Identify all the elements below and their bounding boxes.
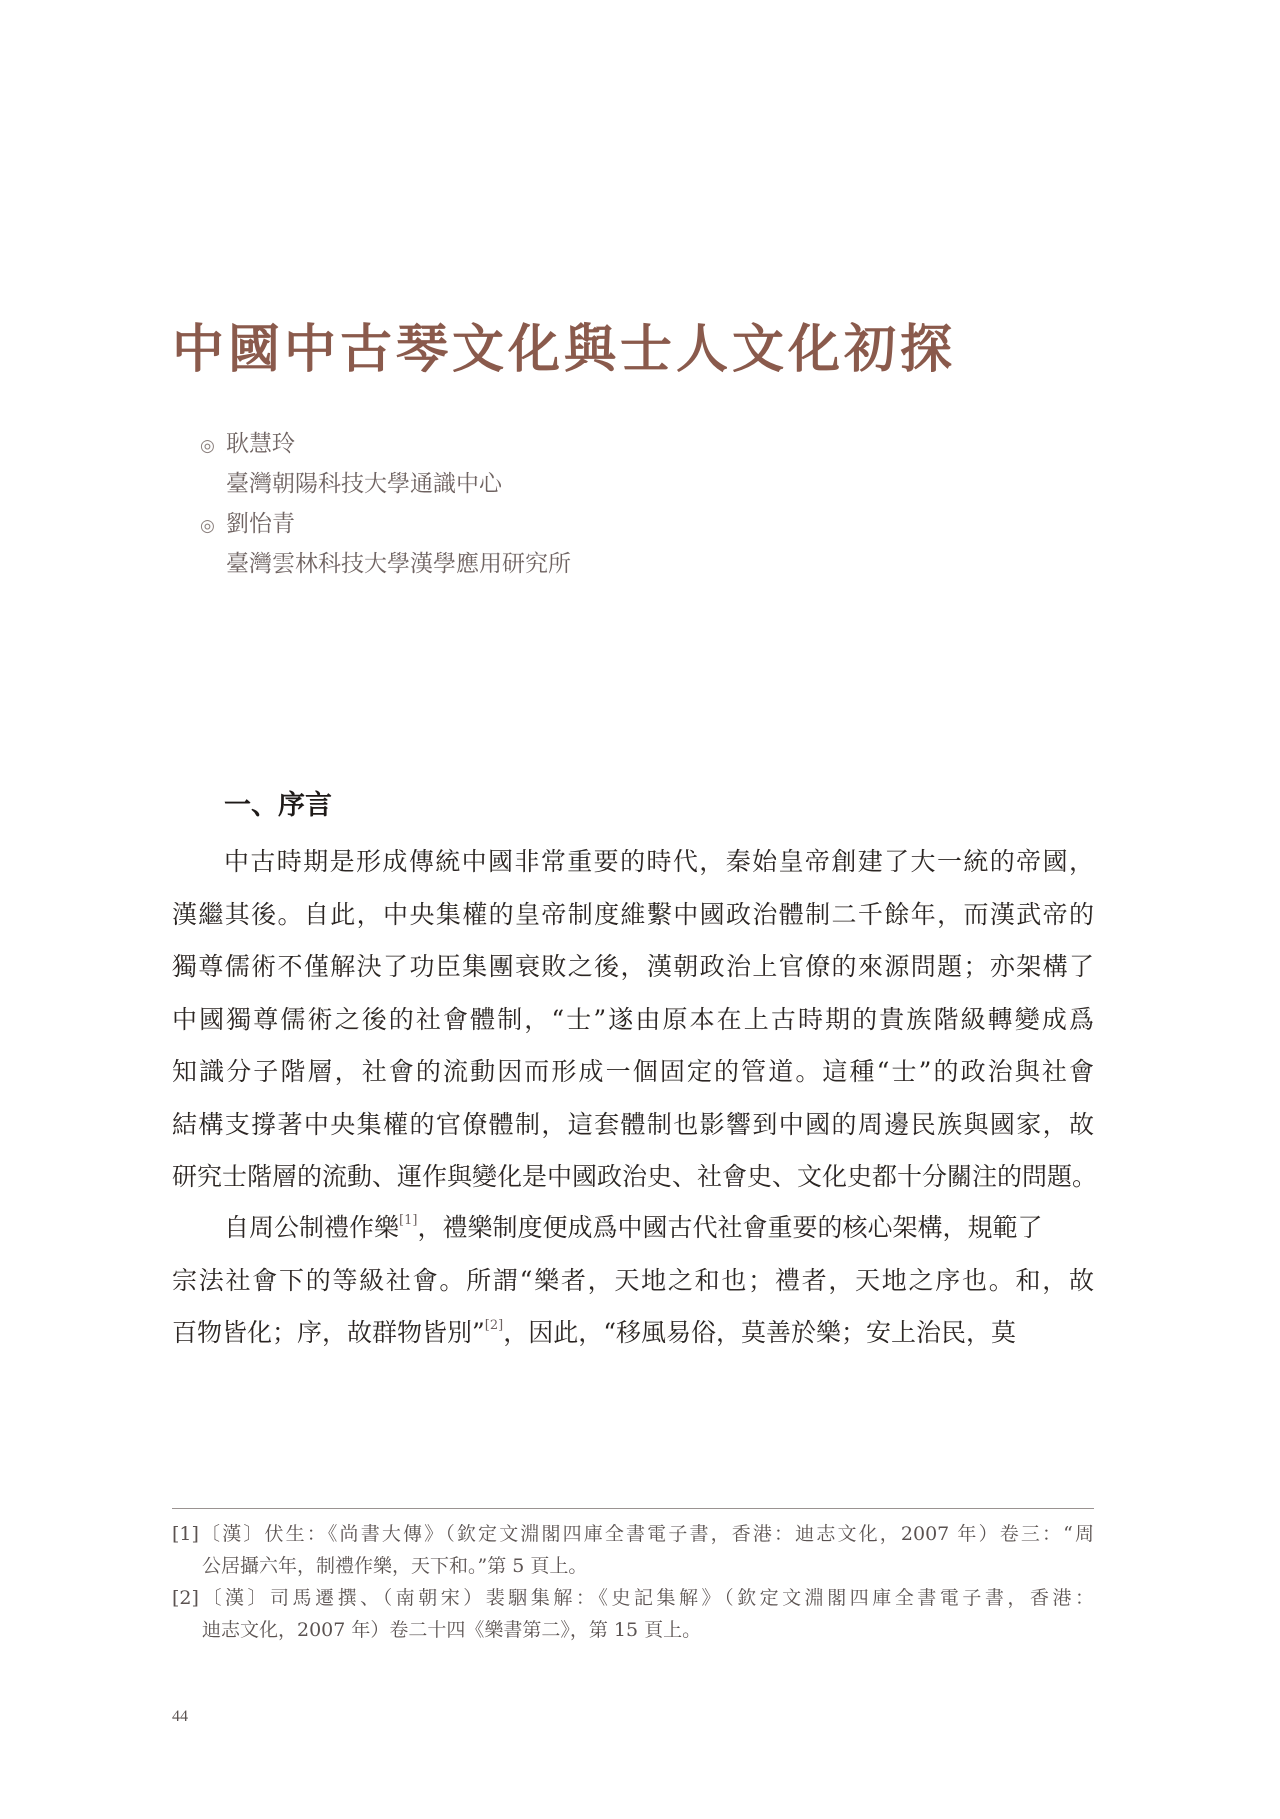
footnote-divider — [172, 1508, 1094, 1509]
author-2 — [200, 504, 571, 544]
text-segment: ，因此，“移風易俗，莫善於樂；安上治民，莫 — [503, 1318, 1017, 1347]
paragraph-line: 中古時期是形成傳統中國非常重要的時代，秦始皇帝創建了大一統的帝國， — [224, 847, 1094, 876]
footnotes — [172, 1518, 1094, 1646]
author-affiliation: 臺灣朝陽科技大學通識中心 — [226, 471, 502, 497]
text-segment: 百物皆化；序，故群物皆別” — [172, 1318, 485, 1347]
bullet-icon: ◎ — [200, 516, 215, 536]
paragraph-2 — [172, 1202, 1094, 1360]
section-heading: 一、序言 — [224, 790, 332, 821]
paragraph-line: 研究士階層的流動、運作與變化是中國政治史、社會史、文化史都十分關注的問題。 — [172, 1162, 1098, 1191]
footnote-2: [2]〔漢〕司馬遷撰、（南朝宋）裴駰集解：《史記集解》（欽定文淵閣四庫全書電子書，香港： — [172, 1587, 1094, 1609]
article-title: 中國中古琴文化與士人文化初探 — [172, 319, 957, 380]
page-number: 44 — [172, 1708, 188, 1725]
text-segment: 自周公制禮作樂 — [224, 1213, 400, 1242]
paragraph-line — [172, 1307, 1094, 1360]
footnote-1: [1]〔漢〕伏生：《尚書大傳》（欽定文淵閣四庫全書電子書，香港：迪志文化，2007 年）卷三：“周 — [172, 1523, 1094, 1545]
paragraph-line — [172, 1202, 1094, 1255]
author-name: 耿慧玲 — [226, 431, 295, 457]
author-affiliation: 臺灣雲林科技大學漢學應用研究所 — [226, 551, 571, 577]
author-1 — [200, 424, 571, 464]
footnote-ref-1[interactable]: [1] — [399, 1213, 418, 1228]
bullet-icon: ◎ — [200, 436, 215, 456]
footnote-ref-2[interactable]: [2] — [484, 1318, 504, 1333]
text-segment: ，禮樂制度便成爲中國古代社會重要的核心架構，規範了 — [417, 1213, 1043, 1242]
paragraph-line: 獨尊儒術不僅解決了功臣集團衰敗之後，漢朝政治上官僚的來源問題；亦架構了 — [172, 952, 1094, 981]
author-block — [200, 424, 571, 584]
paragraph-line: 中國獨尊儒術之後的社會體制，“士”遂由原本在上古時期的貴族階級轉變成爲 — [172, 1004, 1094, 1034]
paragraph-line: 知識分子階層，社會的流動因而形成一個固定的管道。這種“士”的政治與社會 — [172, 1057, 1094, 1086]
paragraph-line: 漢繼其後。自此，中央集權的皇帝制度維繫中國政治體制二千餘年，而漢武帝的 — [172, 899, 1094, 929]
paragraph-1 — [172, 836, 1098, 1204]
footnote-1-continued: 公居攝六年，制禮作樂，天下和。”第 5 頁上。 — [202, 1555, 588, 1577]
author-name: 劉怡青 — [226, 511, 295, 537]
paragraph-line: 結構支撐著中央集權的官僚體制，這套體制也影響到中國的周邊民族與國家，故 — [172, 1109, 1094, 1139]
paragraph-line: 宗法社會下的等級社會。所謂“樂者，天地之和也；禮者，天地之序也。和，故 — [172, 1265, 1094, 1295]
footnote-2-continued: 迪志文化，2007 年）卷二十四《樂書第二》，第 15 頁上。 — [202, 1619, 702, 1641]
